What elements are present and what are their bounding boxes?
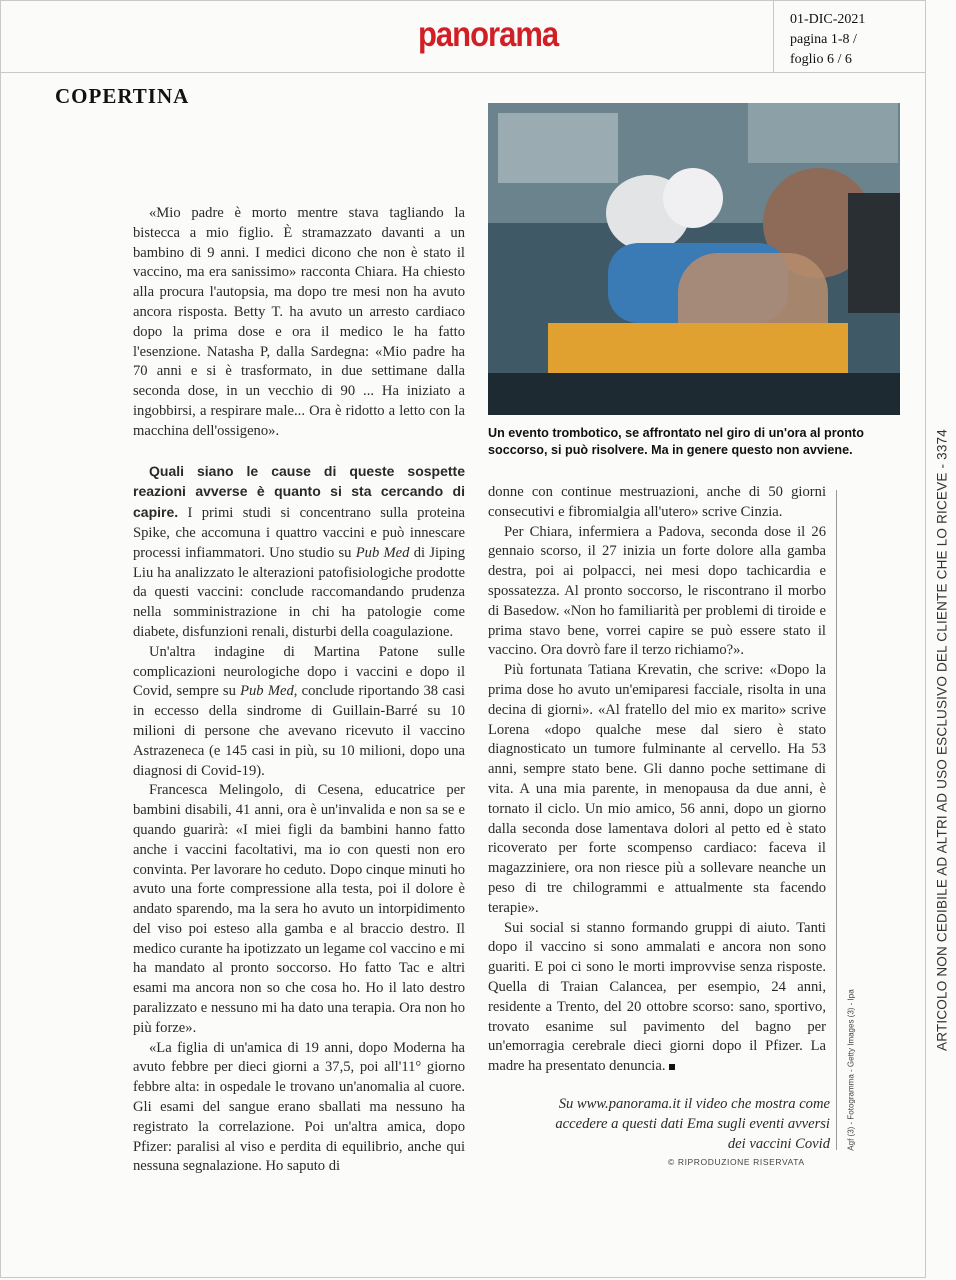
paragraph: Francesca Melingolo, di Cesena, educatrice per bambini disabili, 41 anni, ora è un'invalida e non sa se e quando guarirà: «I miei figli da bambini hanno fatto anche i vaccini facoltativi, ma io con questi non ero convinta. Per lavorare ho ceduto. Dopo cinque minuti ho avuto una forte compressione alla testa, poi il dolore è andato sparendo, ma la sera ho avuto un intorpidimento del viso poi esteso alla gamba e al braccio destro. Il medico curante ha ipotizzato un legame col vaccino e mi ha mandato al pronto soccorso. Ho fatto Tac e altri esami ma ancora non so che cosa ho. Ho il lato destro paralizzato e nessuno mi ha dato una terapia. Ora non ho più forze». [133,782,465,1036]
masthead-logo: panorama [418,14,559,55]
photo-credit [846,989,865,1151]
paragraph: Un'altra indagine di Martina Patone sulle complicazioni neurologiche dopo i vaccini e dopo il Covid, sempre su Pub Med, conclude riportando 38 casi in eccesso della sindrome di Guillain-Barré su 10 milioni di persone che avevano ricevuto il vaccino Astrazeneca (e 145 casi in più, su 10 milioni, dopo una diagnosi di Covid-19). [133,643,465,779]
paragraph: Per Chiara, infermiera a Padova, seconda dose il 26 gennaio scorso, il 27 inizia un forte dolore alla gamba destra, poi ai polpacci, nei mesi dopo tachicardia e spossatezza. Al pronto soccorso, le riscontrano il morbo di Basedow. «Non ho familiarità per problemi di tiroide e prima stavo bene, vorrei capire se può essere stato il vaccino. Ora dovrò fare il terzo richiamo?». [488,523,826,659]
copyright: © RIPRODUZIONE RISERVATA [668,1157,805,1167]
end-mark-icon [669,1064,675,1070]
paragraph: donne con continue mestruazioni, anche di 50 giorni consecutivi e fibromialgia all'utero» scrive Cinzia. [488,484,826,520]
lead-sentence: Quali siano le cause di queste sospette reazioni avverse è quanto si sta cercando di capire. [133,462,465,521]
issue-date: 01-DIC-2021 [790,12,866,27]
left-column [133,204,465,1177]
section-label: COPERTINA [55,84,190,108]
right-column [488,483,826,1077]
column-rule [836,490,837,1150]
paragraph: «La figlia di un'amica di 19 anni, dopo Moderna ha avuto febbre per dieci giorni a 37,5, poi all'11° giorno febbre alta: in ospedale le trovano un'anomalia al cuore. Gli esami del sangue erano sballati ma nessuno ha registrato la correlazione. Poi un'altra amica, dopo Pfizer: paralisi al viso e perdita di equilibrio, anche qui nessuna segnalazione. Ho saputo di [133,1039,465,1175]
side-notice [928,0,956,1280]
paragraph: «Mio padre è morto mentre stava tagliando la bistecca a mio figlio. È stramazzato davanti a un bambino di 9 anni. I medici dicono che non è stato il vaccino, ma era sanissimo» racconta Chiara. Ha chiesto alla procura l'autopsia, ma dopo tre mesi non ha avuto ancora risposta. Betty T. ha avuto un arresto cardiaco dopo la prima dose e ora il medico le ha fatto l'esenzione. Natasha P, dalla Sardegna: «Mio padre ha 70 anni e si è trasformato, in due settimane dalla seconda dose, in un vecchio di 90 ... Ha iniziato a ingobbirsi, a respirare male... Ora è ridotto a letto con la macchina dell'ossigeno». [133,205,465,439]
page-ref: pagina 1-8 / [790,32,857,47]
paragraph: Più fortunata Tatiana Krevatin, che scrive: «Dopo la prima dose ho avuto un'emiparesi facciale, risolta in una decina di giorni». «Al fratello del mio ex marito» scrive Lorena «dopo qualche mese dal siero è stato diagnosticato un tumore fulminante al cervello. Ha 53 anni, sempre stato bene. Gli danno poche settimane di vita. A una mia parente, in menopausa da due anni, è tornato il ciclo. Un mio amico, 56 anni, dopo un giorno dalla seconda dose lamentava dolori al petto ed è stato ricoverato per forte scompenso cardiaco: faceva il magazziniere, ora non riesce più a sollevare neanche un peso di tre chilogrammi e attualmente sta facendo terapie». [488,662,826,916]
paragraph: Sui social si stanno formando gruppi di aiuto. Tanti dopo il vaccino si sono ammalati e ancora non sono guariti. E poi ci sono le morti improvvise senza risposte. Quella di Traian Calancea, per esempio, 24 anni, residente a Trento, del 20 ottobre scorso: sano, sportivo, trovato esanime sul pavimento del bagno per un'emorragia cerebrale dieci giorni dopo il Pfizer. La madre ha presentato denuncia. [488,919,826,1075]
date-box [773,0,926,72]
photo-credit-text: Agf (3) - Fotogramma - Getty Images (3) - Ipa [846,989,856,1151]
side-notice-text: ARTICOLO NON CEDIBILE AD ALTRI AD USO ESCLUSIVO DEL CLIENTE CHE LO RICEVE - 3374 [934,429,950,1051]
web-note: Su www.panorama.it il video che mostra come accedere a questi dati Ema sugli eventi avversi dei vaccini Covid [555,1096,830,1152]
hospital-photo [488,103,900,415]
photo-caption: Un evento trombotico, se affrontato nel giro di un'ora al pronto soccorso, si può risolvere. Ma in genere questo non avviene. [488,426,864,457]
header-bar [0,0,926,73]
sheet-ref: foglio 6 / 6 [790,52,852,67]
paragraph: Quali siano le cause di queste sospette reazioni avverse è quanto si sta cercando di capire. I primi studi si concentrano sulla proteina Spike, che accomuna i quattro vaccini e può innescare processi infiammatori. Uno studio su Pub Med di Jiping Liu ha analizzato le alterazioni patofisiologiche prodotte da questi vaccini: conclude raccomandando prudenza nella somministrazione in chi ha patologie come diabete, disfunzioni renali, disturbi della coagulazione. [133,462,465,640]
photo-illustration [488,103,900,415]
